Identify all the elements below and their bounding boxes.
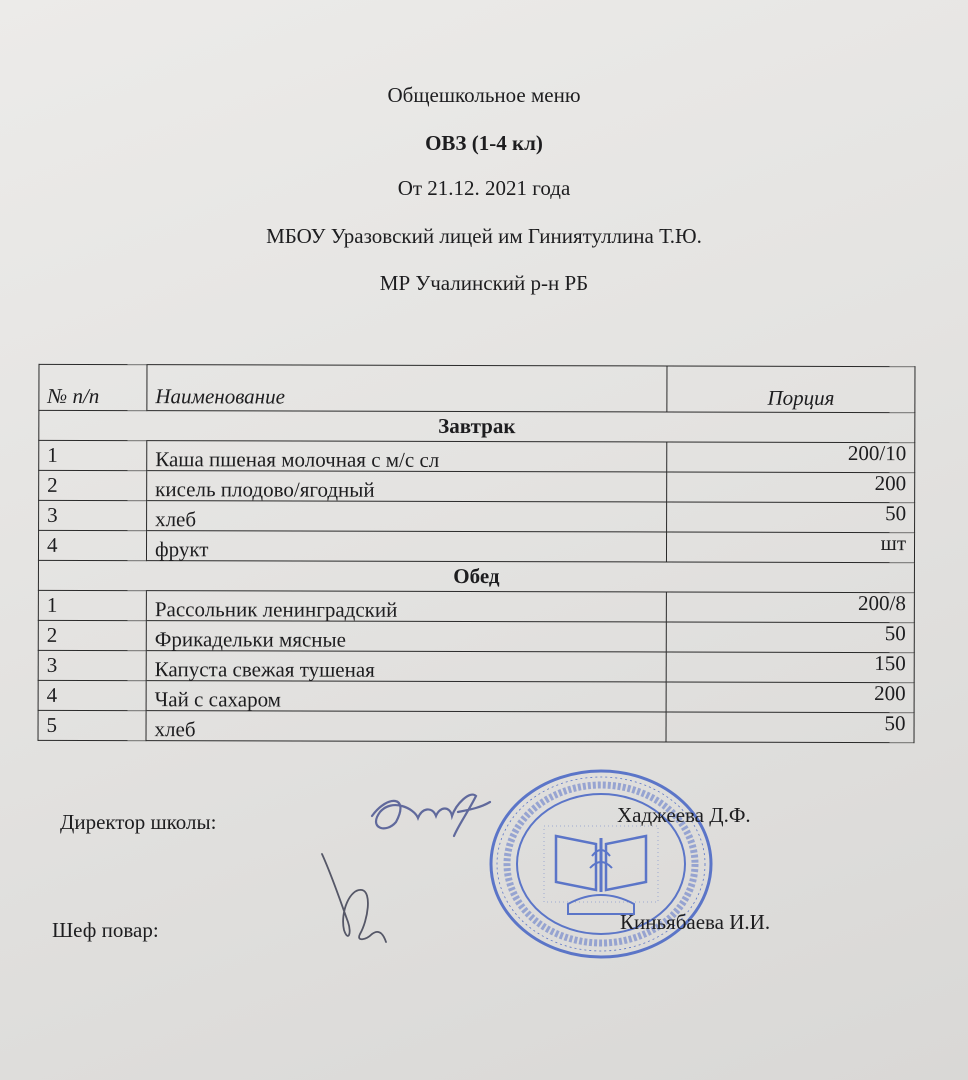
dish-name: хлеб [147, 501, 667, 532]
row-number: 4 [38, 530, 146, 560]
section-title: Обед [38, 560, 914, 592]
section-row-breakfast [39, 410, 915, 442]
portion: 200/8 [666, 592, 914, 623]
column-header-portion: Порция [667, 366, 915, 413]
school-name: МБОУ Уразовский лицей им Гиниятуллина Т.Ю. [266, 224, 702, 248]
chef-name: Киньябаева И.И. [620, 910, 771, 934]
chef-signature [310, 850, 400, 950]
dish-name: Рассольник ленинградский [146, 591, 666, 622]
portion: 200 [667, 472, 915, 503]
portion: 150 [666, 652, 914, 683]
menu-date: От 21.12. 2021 года [397, 176, 571, 200]
row-number: 3 [38, 650, 146, 680]
chef-label: Шеф повар: [52, 918, 159, 942]
table-row [38, 590, 914, 622]
table-row [38, 710, 914, 742]
director-signature [358, 782, 498, 842]
portion: 200 [666, 682, 914, 713]
row-number: 1 [39, 440, 147, 470]
menu-table [38, 364, 916, 743]
dish-name: Каша пшеная молочная с м/с сл [147, 441, 667, 472]
portion: 200/10 [667, 442, 915, 473]
table-row [39, 440, 915, 472]
district-name: МР Учалинский р-н РБ [379, 271, 589, 295]
dish-name: Фрикадельки мясные [146, 621, 666, 652]
table-row [38, 530, 914, 562]
row-number: 4 [38, 680, 146, 710]
director-label: Директор школы: [60, 810, 217, 834]
column-header-name: Наименование [147, 365, 667, 412]
row-number: 3 [39, 500, 147, 530]
dish-name: фрукт [146, 531, 666, 562]
portion: шт [666, 532, 914, 563]
table-header-row [39, 364, 915, 412]
dish-name: Капуста свежая тушеная [146, 651, 666, 682]
table-row [38, 680, 914, 712]
dish-name: хлеб [146, 711, 666, 742]
portion: 50 [667, 502, 915, 533]
table-row [39, 470, 915, 502]
dish-name: кисель плодово/ягодный [147, 471, 667, 502]
director-name: Хаджеева Д.Ф. [617, 803, 751, 827]
menu-title: Общешкольное меню [387, 83, 581, 107]
row-number: 2 [39, 470, 147, 500]
row-number: 2 [38, 620, 146, 650]
portion: 50 [666, 622, 914, 653]
section-row-lunch [38, 560, 914, 592]
row-number: 5 [38, 710, 146, 740]
table-row [39, 500, 915, 532]
portion: 50 [666, 712, 914, 743]
table-row [38, 620, 914, 652]
row-number: 1 [38, 590, 146, 620]
menu-group: ОВЗ (1-4 кл) [425, 131, 543, 155]
column-header-number: № п/п [39, 364, 147, 410]
section-title: Завтрак [39, 410, 915, 442]
table-row [38, 650, 914, 682]
dish-name: Чай с сахаром [146, 681, 666, 712]
